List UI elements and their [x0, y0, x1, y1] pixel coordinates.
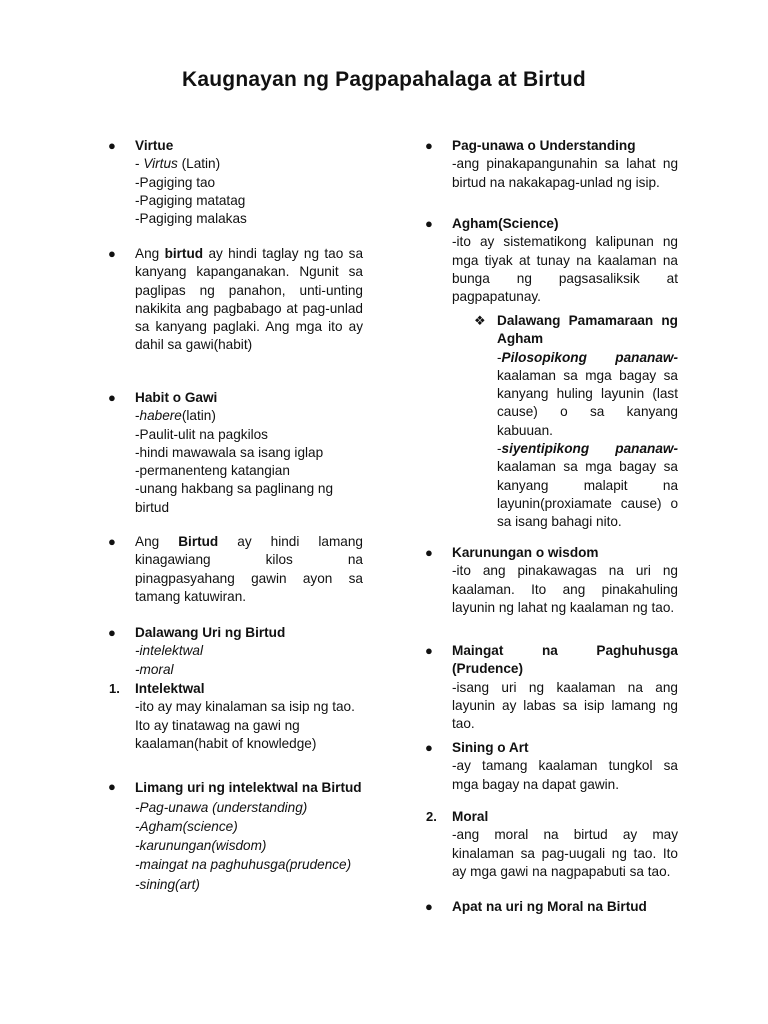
section-heading: Dalawang Pamamaraan ng Agham: [497, 313, 678, 347]
list-line: -Pagiging matatag: [135, 192, 246, 208]
paragraph: Ang birtud ay hindi taglay ng tao sa kanyang kapanganakan. Ngunit sa paglipas ng panahon, unti-unting nakikita ang pagbabago at pag-unlad sa kanyang paglaki. Ang mga ito ay dahil sa gawi(habit): [135, 246, 364, 353]
section-dalawang-uri: [108, 624, 363, 679]
section-heading: Pag-unawa o Understanding: [452, 138, 636, 153]
section-heading: Habit o Gawi: [135, 390, 218, 405]
section-limang-uri: [108, 778, 363, 894]
section-heading: Dalawang Uri ng Birtud: [135, 625, 286, 640]
list-line: -Agham(science): [135, 818, 238, 834]
list-line: -maingat na paghuhusga(prudence): [135, 857, 352, 873]
section-heading: Agham(Science): [452, 216, 559, 231]
paragraph: -Pilosopikong pananaw-kaalaman sa mga bagay sa kanyang huling layunin (last cause) o sa kanyang kabuuan.: [497, 349, 678, 438]
list-line: -moral: [135, 661, 174, 677]
page-title: Kaugnayan ng Pagpapahalaga at Birtud: [182, 68, 586, 91]
bullet-marker: ●: [108, 138, 116, 153]
bullet-marker: ●: [425, 138, 433, 153]
bullet-marker: ●: [108, 625, 116, 640]
section-heading: Moral: [452, 809, 489, 824]
section-heading: Limang uri ng intelektwal na Birtud: [135, 780, 362, 795]
list-line: -Pagiging malakas: [135, 211, 247, 227]
bullet-marker: ●: [425, 899, 433, 914]
bullet-marker: ●: [425, 740, 433, 755]
bullet-marker: ●: [108, 246, 116, 261]
number-marker: 2.: [426, 809, 437, 824]
section-sining: [425, 739, 678, 794]
paragraph: -ito ay may kinalaman sa isip ng tao. Ito ay tinatawag na gawi ng kaalaman(habit of knowledge): [135, 699, 355, 751]
paragraph: -ang pinakapangunahin sa lahat ng birtud na nakakapag-unlad ng isip.: [452, 156, 678, 190]
list-line: -unang hakbang sa paglinang ng birtud: [135, 481, 334, 515]
list-line: -sining(art): [135, 876, 200, 892]
bullet-marker: ●: [425, 545, 433, 560]
paragraph: -ito ay sistematikong kalipunan ng mga tiyak at tunay na kaalaman na bunga ng pagsasaliksik at pagpapatunay.: [452, 234, 678, 305]
section-ang-birtud-2: [108, 533, 363, 606]
number-marker: 1.: [109, 681, 120, 696]
bullet-marker: ●: [108, 779, 116, 794]
section-ang-birtud: [108, 245, 364, 355]
list-line: -Paulit-ulit na pagkilos: [135, 426, 268, 442]
section-pag-unawa: [425, 137, 678, 192]
bullet-marker: ●: [108, 534, 116, 549]
section-maingat: [425, 642, 678, 733]
paragraph: -ay tamang kaalaman tungkol sa mga bagay na dapat gawin.: [452, 758, 678, 792]
paragraph: -ito ang pinakawagas na uri ng kaalaman. Ito ang pinakahuling layunin ng lahat ng kaalaman ng tao.: [452, 563, 678, 615]
diamond-marker: ❖: [474, 313, 486, 328]
bullet-marker: ●: [425, 216, 433, 231]
section-karunungan: [425, 544, 678, 617]
section-agham: [425, 215, 678, 306]
section-habit: [108, 389, 363, 517]
bullet-marker: ●: [425, 643, 433, 658]
bullet-marker: ●: [108, 390, 116, 405]
section-heading: Maingat na Paghuhusga (Prudence): [452, 643, 678, 677]
list-line: -hindi mawawala sa isang iglap: [135, 444, 324, 460]
list-line: -habere(latin): [135, 408, 216, 424]
section-dalawang-pamamaraan: [474, 312, 678, 532]
list-line: -permanenteng katangian: [135, 463, 290, 479]
paragraph: -siyentipikong pananaw-kaalaman sa mga bagay sa kanyang malapit na layunin(proxiamate cause) o sa isang bahagi nito.: [497, 441, 678, 530]
list-line: -Pag-unawa (understanding): [135, 799, 308, 815]
section-moral: [426, 808, 678, 881]
section-heading: Intelektwal: [135, 681, 205, 696]
paragraph: -isang uri ng kaalaman na ang layunin ay labas sa isip lamang ng tao.: [452, 679, 678, 732]
list-line: -intelektwal: [135, 643, 203, 659]
list-line: -Pagiging tao: [135, 174, 216, 190]
section-apat: [425, 898, 678, 916]
section-virtue: [108, 137, 363, 228]
list-line: - Virtus (Latin): [135, 156, 221, 172]
section-heading: Karunungan o wisdom: [452, 545, 599, 560]
section-heading: Sining o Art: [452, 740, 529, 755]
paragraph: Ang Birtud ay hindi lamang kinagawiang kilos na pinagpasyahang gawin ayon sa tamang katuwiran.: [135, 534, 363, 604]
section-intelektwal: [109, 680, 363, 753]
section-heading: Apat na uri ng Moral na Birtud: [452, 899, 647, 914]
section-heading: Virtue: [135, 138, 174, 153]
paragraph: -ang moral na birtud ay may kinalaman sa pag-uugali ng tao. Ito ay mga gawi na nagpapabuti sa tao.: [452, 827, 678, 879]
list-line: -karunungan(wisdom): [135, 838, 267, 854]
